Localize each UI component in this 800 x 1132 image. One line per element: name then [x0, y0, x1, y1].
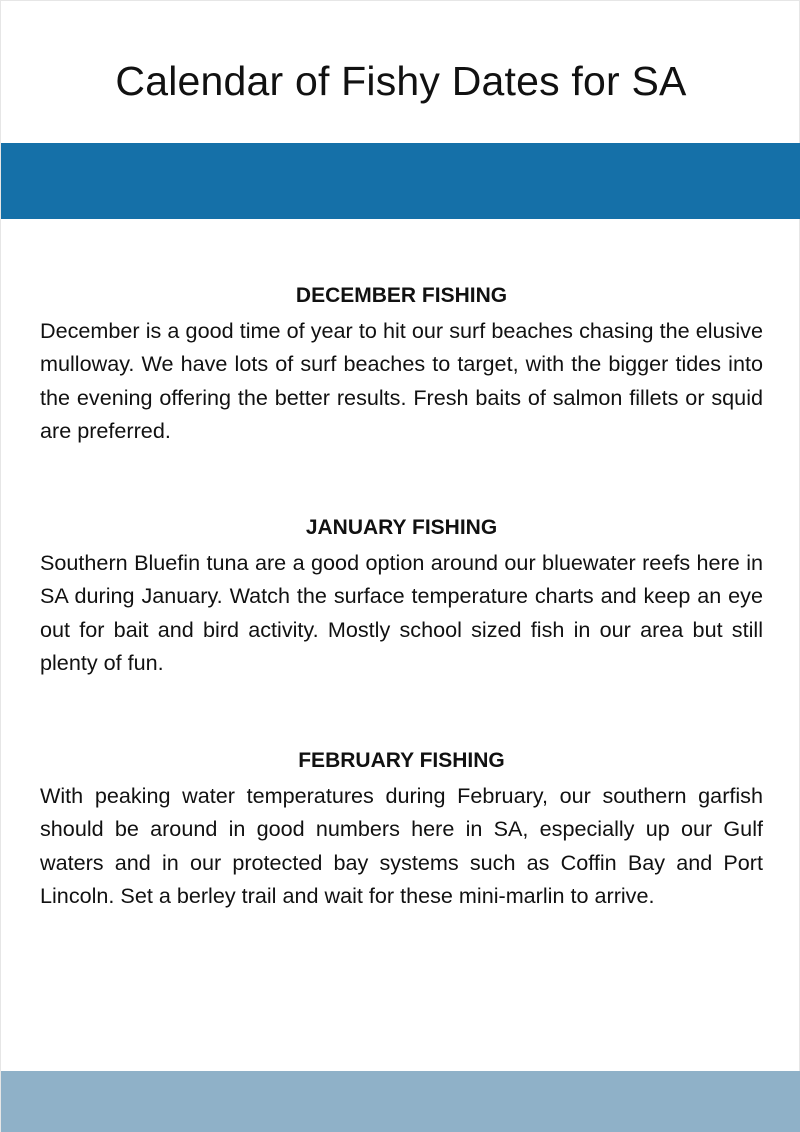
- header-color-band: [1, 143, 800, 219]
- page-title: Calendar of Fishy Dates for SA: [115, 58, 687, 104]
- section-january: [40, 515, 763, 680]
- section-body: Southern Bluefin tuna are a good option around our bluewater reefs here in SA during January. Watch the surface temperature charts and keep an eye out for bait and bird activity. Mostly school sized fish in our area but still plenty of fun.: [40, 550, 763, 676]
- section-heading: FEBRUARY FISHING: [298, 749, 505, 772]
- section-december: [40, 283, 763, 448]
- section-body: December is a good time of year to hit our surf beaches chasing the elusive mulloway. We have lots of surf beaches to target, with the bigger tides into the evening offering the better results. Fresh baits of salmon fillets or squid are preferred.: [40, 318, 763, 444]
- footer-color-band: [1, 1071, 800, 1132]
- section-february: [40, 748, 763, 913]
- section-body: With peaking water temperatures during February, our southern garfish should be around in good numbers here in SA, especially up our Gulf waters and in our protected bay systems such as Coffin Bay and Port Lincoln. Set a berley trail and wait for these mini-marlin to arrive.: [40, 783, 763, 909]
- section-heading: DECEMBER FISHING: [295, 284, 508, 307]
- section-heading: JANUARY FISHING: [305, 516, 498, 539]
